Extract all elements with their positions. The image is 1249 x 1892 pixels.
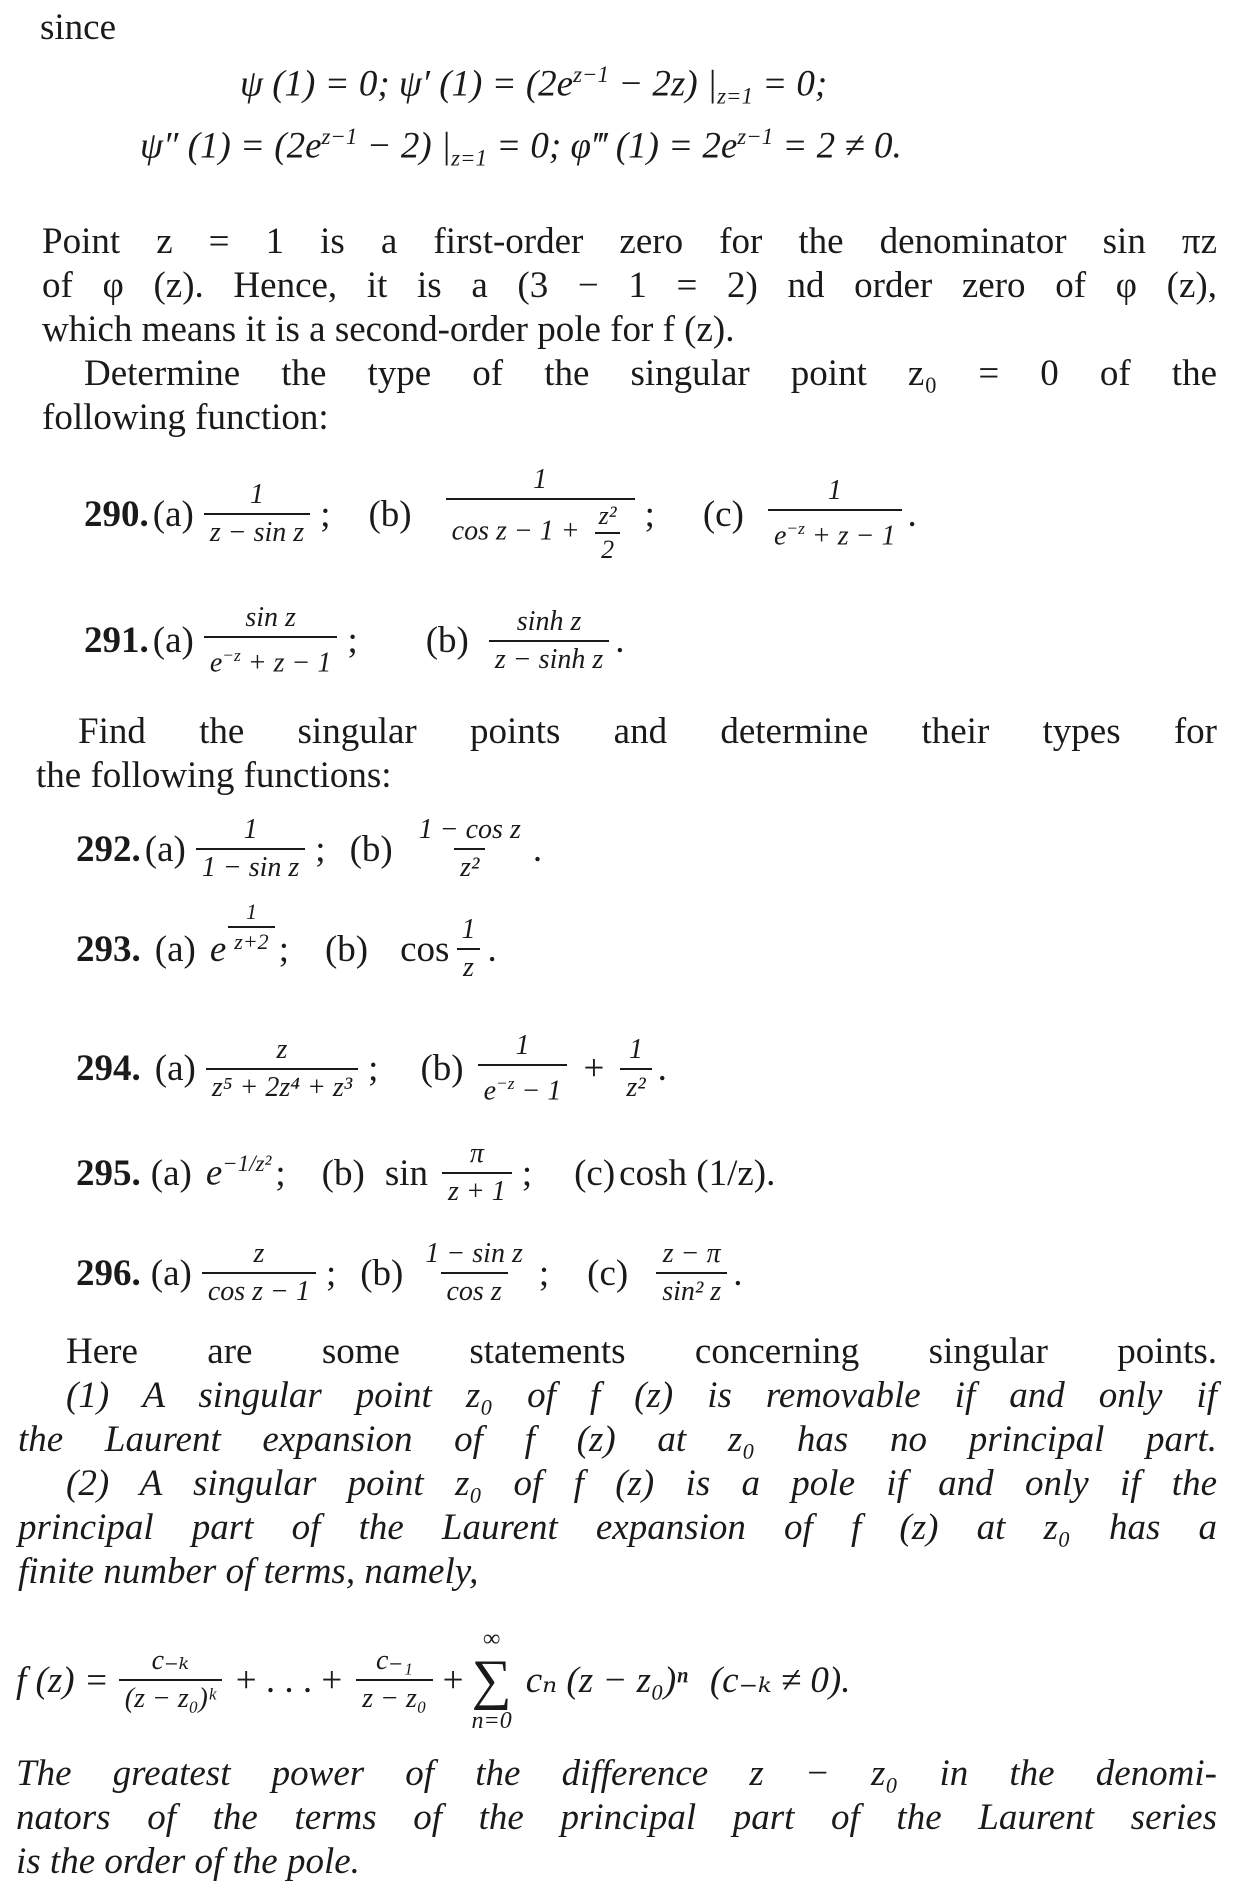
part-label: (a) bbox=[152, 493, 194, 535]
problem-292: 292. (a) $\frac{1}{\text{1 − sin z}}$ ; (b) $\frac{\text{1 − cos z}}{\text{z²}}$ . bbox=[76, 814, 543, 883]
numerator: 1 bbox=[628, 1033, 643, 1065]
denominator: z bbox=[457, 948, 480, 984]
denominator: 2 bbox=[595, 532, 620, 564]
problem-number: 291. bbox=[84, 620, 149, 662]
part-label: (c) bbox=[574, 1152, 616, 1194]
fraction bbox=[620, 1034, 651, 1104]
para1-line-3: which means it is a second-order pole for f (z). bbox=[42, 309, 735, 350]
problem-number: 293. bbox=[76, 928, 141, 970]
numerator: sinh z bbox=[516, 605, 582, 637]
numerator: sin z bbox=[245, 602, 296, 633]
function-name: cos bbox=[400, 928, 450, 970]
denominator-text: cos z − 1 + bbox=[451, 515, 580, 547]
part-label: (a) bbox=[154, 928, 196, 970]
part-label: (b) bbox=[425, 620, 469, 662]
problem-number: 294. bbox=[76, 1048, 141, 1090]
part-label: (c) bbox=[587, 1252, 629, 1294]
fraction bbox=[489, 606, 609, 676]
numerator: 1 bbox=[250, 479, 265, 510]
separator: ; bbox=[644, 493, 655, 535]
para3-line-1: Find the singular points and determine their types for bbox=[78, 711, 1217, 752]
denominator: (z − z₀)ᵏ bbox=[119, 1679, 222, 1715]
laurent-formula bbox=[16, 1620, 850, 1740]
statement2-line-1: (2) A singular point z₀ of f (z) is a pole if and only if the bbox=[66, 1463, 1217, 1504]
denominator: sin² z bbox=[656, 1272, 727, 1308]
condition: (c₋ₖ ≠ 0). bbox=[709, 1660, 851, 1701]
fraction bbox=[206, 1034, 358, 1104]
fraction bbox=[446, 464, 635, 564]
fraction bbox=[656, 1238, 727, 1308]
para2-line-1: Determine the type of the singular point z₀ = 0 of the bbox=[84, 353, 1217, 394]
problem-290 bbox=[84, 464, 917, 564]
nested-fraction bbox=[593, 502, 623, 564]
fraction bbox=[196, 814, 305, 884]
function-name: sin bbox=[384, 1152, 429, 1194]
numerator: 1 bbox=[827, 475, 842, 507]
denominator: 1 − sin z bbox=[196, 848, 305, 884]
statement2-line-2: principal part of the Laurent expansion of f (z) at z₀ has a bbox=[18, 1507, 1217, 1548]
separator: ; bbox=[347, 620, 358, 662]
numerator: c₋₁ bbox=[375, 1645, 413, 1676]
denominator: z − sinh z bbox=[489, 640, 609, 676]
sum-symbol: ∑ bbox=[471, 1649, 512, 1711]
problem-294: 294. (a) $\frac{z}{\text{z⁵ + 2z⁴ + z³}}$ ; (b) $\frac{1}{e^{-z} - 1}$ + $\frac{1}{\text{z²}}$ . bbox=[76, 1030, 667, 1107]
numerator: z − π bbox=[662, 1238, 721, 1269]
fraction bbox=[204, 479, 310, 549]
numerator: 1 bbox=[515, 1030, 530, 1061]
part-label: (a) bbox=[144, 828, 186, 870]
exponent-fraction bbox=[228, 900, 274, 954]
part-label: (b) bbox=[360, 1252, 404, 1294]
numerator: 1 − cos z bbox=[418, 814, 521, 845]
equation-line-2: ψ″ $(1) = (2e^{z-1} - 2) |_{z=1} = 0$; φ‴ $(1) = 2e^{z-1} = 2 \ne 0$. bbox=[140, 124, 902, 171]
part-label: (c) bbox=[702, 493, 744, 535]
part-label: (a) bbox=[150, 1152, 192, 1194]
statement1-line-1: (1) A singular point z₀ of f (z) is removable if and only if bbox=[66, 1375, 1217, 1416]
problem-295: 295. (a) $e^{-1/z^2}$ ; (b) sin $\frac{\pi}{z + 1}$ ; (c) cosh (1/z). bbox=[76, 1138, 776, 1207]
ellipsis: + . . . + bbox=[235, 1659, 343, 1701]
sum-term: cₙ (z − z₀)ⁿ bbox=[525, 1660, 688, 1701]
plus-sign: + bbox=[442, 1659, 464, 1701]
plus-sign: + bbox=[583, 1048, 605, 1090]
denominator: z+2 bbox=[228, 926, 274, 954]
part-label: (b) bbox=[321, 1152, 365, 1194]
sum-upper-limit: ∞ bbox=[483, 1626, 501, 1652]
fraction bbox=[204, 602, 338, 679]
para2-line-2: following function: bbox=[42, 397, 329, 438]
final-line-3: is the order of the pole. bbox=[16, 1841, 360, 1882]
fraction bbox=[356, 1645, 432, 1715]
problem-number: 292. bbox=[76, 828, 141, 870]
separator: ; bbox=[320, 493, 331, 535]
denominator: $e^{-z} + z - 1$ bbox=[768, 509, 902, 552]
part-label: (b) bbox=[349, 828, 393, 870]
equation-line-1: ψ (1) = 0; ψ′ $(1) = (2e^{z-1} - 2z) |_{z=1} = 0$; bbox=[240, 62, 828, 109]
problem-293: 293. (a) e $\frac{1}{z+2}$ ; (b) cos $\frac{1}{z}$ . bbox=[76, 899, 497, 983]
part-label: (b) bbox=[368, 493, 412, 535]
numerator: z² bbox=[598, 501, 617, 530]
fraction bbox=[419, 1238, 528, 1308]
fraction bbox=[768, 475, 902, 552]
para4-line-1: Here are some statements concerning singular points. bbox=[66, 1331, 1217, 1372]
problem-291 bbox=[84, 602, 625, 679]
fraction bbox=[119, 1645, 222, 1715]
denominator: cos z − 1 bbox=[202, 1272, 316, 1308]
fraction bbox=[478, 1030, 568, 1107]
denominator: z⁵ + 2z⁴ + z³ bbox=[206, 1068, 358, 1104]
numerator: c₋ₖ bbox=[151, 1645, 189, 1676]
exp-base: e bbox=[209, 928, 227, 970]
summation bbox=[472, 1626, 512, 1734]
numerator: z bbox=[276, 1033, 288, 1065]
problem-296: 296. (a) $\frac{z}{\text{cos z − 1}}$ ; (b) $\frac{\text{1 − sin z}}{\text{cos z}}$ ; (c) $\frac{z - \pi}{\text{sin² z}}$ . bbox=[76, 1238, 743, 1307]
denominator: z − sin z bbox=[204, 513, 310, 549]
separator: . bbox=[907, 493, 917, 535]
numerator: 1 bbox=[243, 814, 258, 845]
denominator: z − z₀ bbox=[356, 1679, 432, 1715]
final-line-1: The greatest power of the difference z − z₀ in the denomi- bbox=[16, 1753, 1217, 1794]
part-label: (a) bbox=[154, 1048, 196, 1090]
numerator: 1 − sin z bbox=[425, 1238, 523, 1269]
denominator: cos z bbox=[441, 1272, 508, 1308]
denominator: $e^{-z} - 1$ bbox=[478, 1064, 568, 1107]
intro-word: since bbox=[40, 7, 117, 48]
numerator: z bbox=[253, 1238, 265, 1269]
para1-line-1: Point z = 1 is a first-order zero for the denominator sin πz bbox=[42, 221, 1217, 262]
numerator: 1 bbox=[461, 914, 476, 945]
part-label: (b) bbox=[324, 928, 369, 970]
separator: . bbox=[615, 620, 625, 662]
part-label: (a) bbox=[150, 1252, 192, 1294]
statement1-line-2: the Laurent expansion of f (z) at z₀ has no principal part. bbox=[18, 1419, 1217, 1460]
final-line-2: nators of the terms of the principal part of the Laurent series bbox=[16, 1797, 1217, 1838]
numerator: π bbox=[469, 1138, 484, 1169]
part-label: (b) bbox=[420, 1048, 464, 1090]
problem-number: 290. bbox=[84, 493, 149, 535]
denominator: z² bbox=[454, 848, 485, 884]
expression: cosh (1/z). bbox=[619, 1152, 776, 1194]
statement2-line-3: finite number of terms, namely, bbox=[18, 1551, 479, 1592]
denominator: z² bbox=[620, 1068, 651, 1104]
fraction bbox=[455, 914, 481, 984]
formula-lhs: f (z) = bbox=[16, 1659, 109, 1701]
problem-number: 295. bbox=[76, 1152, 141, 1194]
numerator: 1 bbox=[245, 899, 257, 924]
denominator bbox=[446, 498, 635, 564]
part-label: (a) bbox=[152, 620, 194, 662]
para3-line-2: the following functions: bbox=[36, 755, 392, 796]
numerator: 1 bbox=[533, 464, 548, 495]
denominator: z + 1 bbox=[442, 1172, 512, 1208]
expression: $e^{-1/z^2}$ bbox=[205, 1151, 272, 1194]
fraction bbox=[202, 1238, 316, 1308]
denominator: $e^{-z} + z - 1$ bbox=[204, 636, 338, 679]
fraction bbox=[442, 1138, 512, 1208]
problem-number: 296. bbox=[76, 1252, 141, 1294]
fraction bbox=[413, 814, 527, 884]
sum-lower-limit: n=0 bbox=[471, 1708, 512, 1734]
para1-line-2: of φ (z). Hence, it is a (3 − 1 = 2) nd order zero of φ (z), bbox=[42, 265, 1217, 306]
